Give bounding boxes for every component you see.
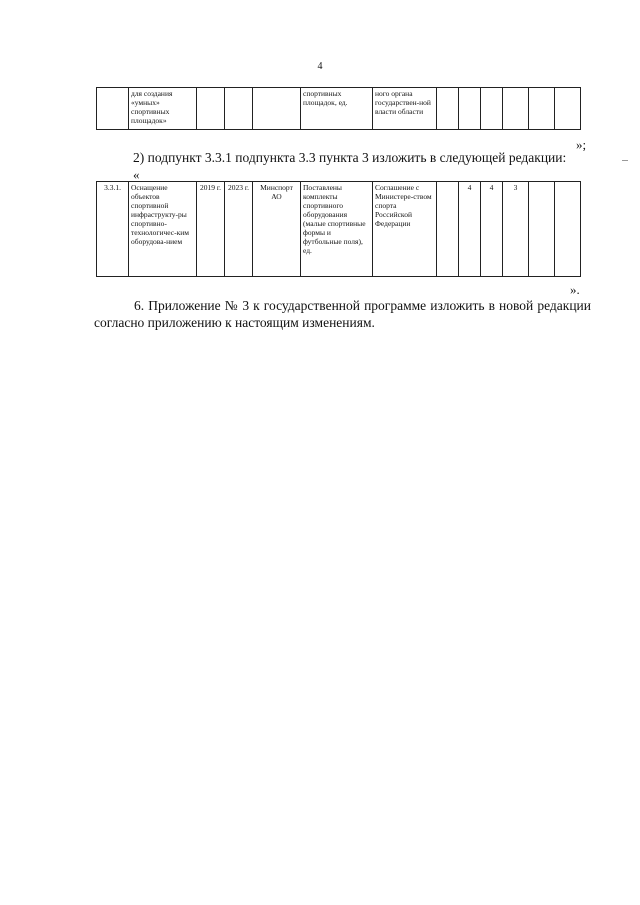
table-cell	[555, 182, 581, 277]
table-cell	[529, 182, 555, 277]
table-cell	[197, 88, 225, 130]
paragraph-six: 6. Приложение № 3 к государственной программе изложить в новой редакции согласно приложению к настоящим изменениям.	[94, 298, 591, 330]
table-cell: Минспорт АО	[253, 182, 301, 277]
table-cell: 3.3.1.	[97, 182, 129, 277]
page-number: 4	[317, 61, 323, 72]
table-row	[97, 88, 581, 130]
closing-semicolon: »;	[576, 137, 587, 152]
table-row	[97, 182, 581, 277]
subitem-paragraph: 2) подпункт 3.3.1 подпункта 3.3 пункта 3 изложить в следующей редакции:	[133, 150, 567, 165]
table-cell	[437, 88, 459, 130]
table-cell: 4	[459, 182, 481, 277]
table-cell: 2019 г.	[197, 182, 225, 277]
table-top	[96, 87, 581, 130]
table-cell	[459, 88, 481, 130]
table-cell: для создания «умных» спортивных площадок»	[129, 88, 197, 130]
table-cell	[555, 88, 581, 130]
table-cell	[97, 88, 129, 130]
table-cell	[225, 88, 253, 130]
closing-quote: ».	[570, 282, 580, 297]
table-cell: 3	[503, 182, 529, 277]
table-cell	[481, 88, 503, 130]
table-cell: 4	[481, 182, 503, 277]
table-cell	[253, 88, 301, 130]
table-cell	[437, 182, 459, 277]
table-cell	[529, 88, 555, 130]
table-cell: ного органа государствен-ной власти области	[373, 88, 437, 130]
table-cell: 2023 г.	[225, 182, 253, 277]
table-cell	[503, 88, 529, 130]
table-cell: Поставлены комплекты спортивного оборудования (малые спортивные формы и футбольные поля), ед.	[301, 182, 373, 277]
table-cell: Оснащение объектов спортивной инфраструкту-ры спортивно-технологичес-ким оборудова-нием	[129, 182, 197, 277]
open-quote: «	[133, 167, 140, 182]
table-cell: Соглашение с Министере-ством спорта Российской Федерации	[373, 182, 437, 277]
table-cell: спортивных площадок, ед.	[301, 88, 373, 130]
margin-mark	[622, 160, 628, 161]
table-bottom	[96, 181, 581, 277]
